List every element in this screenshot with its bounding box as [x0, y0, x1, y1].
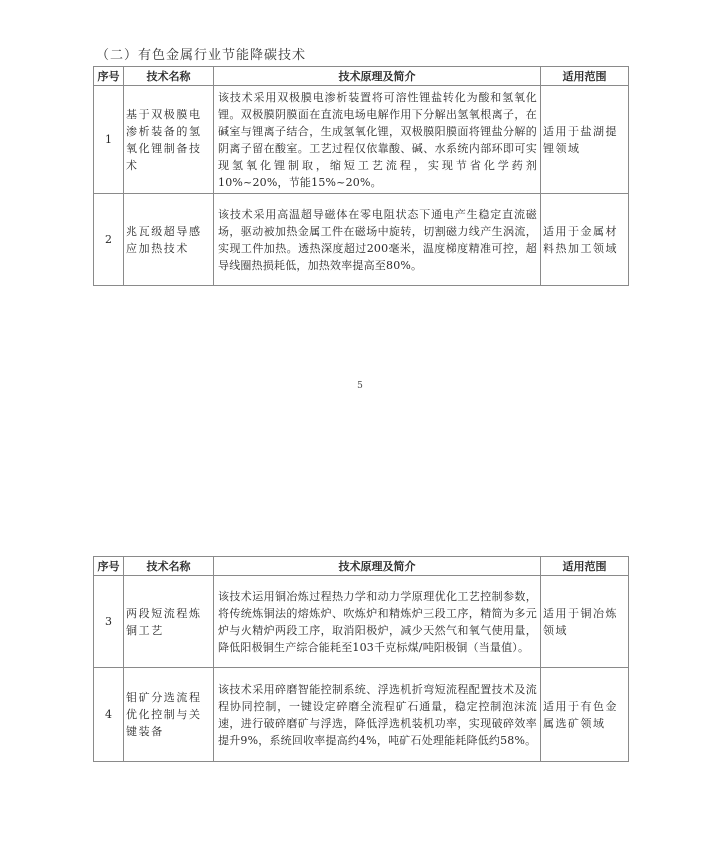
section-title: （二）有色金属行业节能降碳技术: [96, 48, 307, 63]
row-tech-name: 兆瓦级超导感应加热技术: [124, 194, 214, 286]
row-principle: 该技术运用铜冶炼过程热力学和动力学原理优化工艺控制参数，将传统炼铜法的熔炼炉、吹炼炉和精炼炉三段工序，精简为多元炉与火精炉两段工序，取消阳极炉，减少天然气和氧气使用量，降低阳极铜生产综合能耗至103千克标煤/吨阳极铜（当量值）。: [214, 576, 541, 668]
row-index: 4: [94, 668, 124, 762]
row-tech-name: 钼矿分选流程优化控制与关键装备: [124, 668, 214, 762]
table-row: [94, 668, 629, 762]
table-row: [94, 194, 629, 286]
table-row: [94, 86, 629, 194]
header-scope: 适用范围: [541, 557, 629, 576]
row-index: 2: [94, 194, 124, 286]
row-scope: 适用于盐湖提锂领域: [541, 86, 629, 194]
row-scope: 适用于铜冶炼领域: [541, 576, 629, 668]
table-row: [94, 576, 629, 668]
header-principle: 技术原理及简介: [214, 557, 541, 576]
row-principle: 该技术采用高温超导磁体在零电阻状态下通电产生稳定直流磁场，驱动被加热金属工件在磁场中旋转，切割磁力线产生涡流，实现工件加热。透热深度超过200毫米，温度梯度精准可控，超导线圈热损耗低，加热效率提高至80%。: [214, 194, 541, 286]
row-index: 3: [94, 576, 124, 668]
table-header-row: [94, 557, 629, 576]
row-tech-name: 基于双极膜电渗析装备的氢氧化锂制备技术: [124, 86, 214, 194]
row-tech-name: 两段短流程炼铜工艺: [124, 576, 214, 668]
header-name: 技术名称: [124, 67, 214, 86]
row-principle: 该技术采用双极膜电渗析装置将可溶性锂盐转化为酸和氢氧化锂。双极膜阴膜面在直流电场电解作用下分解出氢氧根离子，在碱室与锂离子结合，生成氢氧化锂，双极膜阳膜面将锂盐分解的阴离子留在酸室。工艺过程仅依靠酸、碱、水系统内部环即可实现氢氧化锂制取，缩短工艺流程，实现节省化学药剂10%~20%，节能15%~20%。: [214, 86, 541, 194]
tech-table-2: [93, 556, 629, 762]
row-principle: 该技术采用碎磨智能控制系统、浮选机折弯短流程配置技术及流程协同控制，一键设定碎磨全流程矿石通量，稳定控制泡沫流速，进行破碎磨矿与浮选，降低浮选机装机功率，实现破碎效率提升9%，系统回收率提高约4%，吨矿石处理能耗降低约58%。: [214, 668, 541, 762]
row-index: 1: [94, 86, 124, 194]
row-scope: 适用于有色金属选矿领域: [541, 668, 629, 762]
page-number: 5: [357, 381, 363, 391]
header-name: 技术名称: [124, 557, 214, 576]
header-index: 序号: [94, 67, 124, 86]
header-principle: 技术原理及简介: [214, 67, 541, 86]
tech-table-1: [93, 66, 629, 286]
row-scope: 适用于金属材料热加工领域: [541, 194, 629, 286]
table-header-row: [94, 67, 629, 86]
header-scope: 适用范围: [541, 67, 629, 86]
header-index: 序号: [94, 557, 124, 576]
